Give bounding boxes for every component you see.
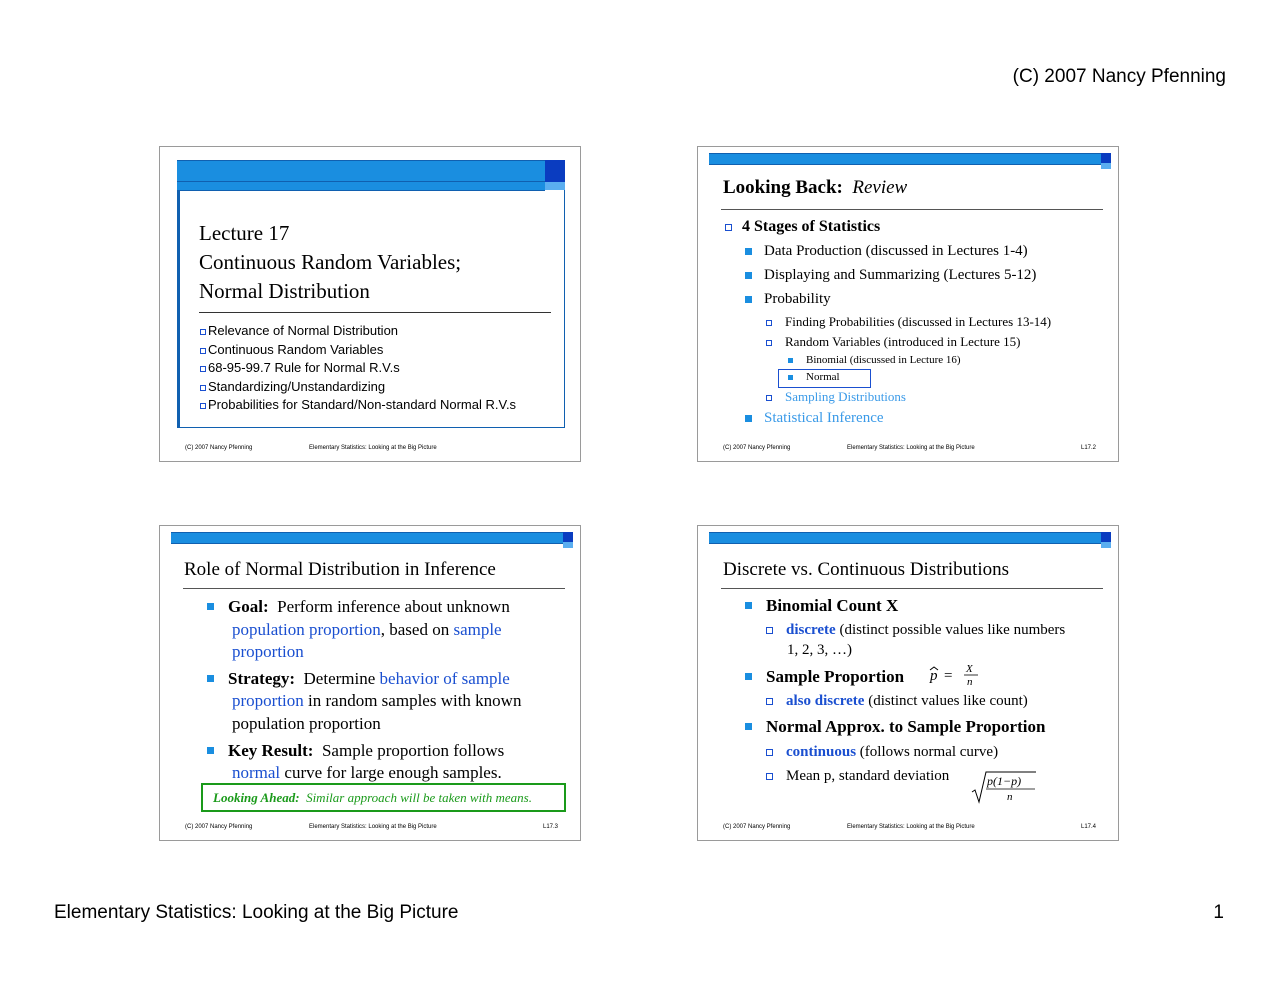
bullet-data-production: Data Production (discussed in Lectures 1-4) <box>745 243 1028 260</box>
page-footer-title: Elementary Statistics: Looking at the Big Picture <box>54 902 459 923</box>
bullet-finding-probabilities: Finding Probabilities (discussed in Lectures 13-14) <box>766 314 1051 330</box>
slide-footer-center: Elementary Statistics: Looking at the Big Picture <box>847 445 975 451</box>
svg-text:=: = <box>944 668 953 684</box>
slide-footer-left: (C) 2007 Nancy Pfenning <box>185 445 253 451</box>
slide-4-title: Discrete vs. Continuous Distributions <box>723 559 1010 580</box>
slide-footer-center: Elementary Statistics: Looking at the Big Picture <box>847 824 975 830</box>
sub-discrete: discrete (distinct possible values like numbers <box>766 622 1065 639</box>
bullet-normal-approx: Normal Approx. to Sample Proportion <box>745 717 1045 737</box>
svg-text:n: n <box>1007 791 1013 803</box>
sub-mean-sd: Mean p, standard deviation <box>766 768 949 785</box>
looking-ahead-box: Looking Ahead: Similar approach will be taken with means. <box>201 783 566 812</box>
sd-formula <box>970 768 1040 808</box>
bullet-displaying: Displaying and Summarizing (Lectures 5-12) <box>745 267 1036 284</box>
slide-1-topic-list: Relevance of Normal Distribution Continuous Random Variables 68-95-99.7 Rule for Normal R.V.s Standardizing/Unstandardizing Probabilities for Standard/Non-standard Normal R.V.s <box>200 322 516 415</box>
sub-continuous: continuous (follows normal curve) <box>766 744 998 761</box>
slide-2[interactable] <box>697 146 1119 462</box>
slide-footer-left: (C) 2007 Nancy Pfenning <box>723 824 791 830</box>
page-number: 1 <box>1213 902 1224 923</box>
slide-number: L17.3 <box>542 824 558 830</box>
slide-2-title: Looking Back: Review <box>723 177 908 198</box>
slide-1-title: Lecture 17 Continuous Random Variables; Normal Distribution <box>199 221 462 303</box>
slide-number: L17.4 <box>1080 824 1096 830</box>
svg-text:p: p <box>930 668 938 684</box>
bullet-binomial-count: Binomial Count X <box>745 596 898 616</box>
slide-3-title: Role of Normal Distribution in Inference <box>184 559 496 580</box>
sub-also-discrete: also discrete (distinct values like count) <box>766 693 1028 710</box>
svg-text:n: n <box>967 676 973 688</box>
svg-text:X: X <box>966 663 973 675</box>
slide-footer-center: Elementary Statistics: Looking at the Big Picture <box>309 824 437 830</box>
slide-footer-center: Elementary Statistics: Looking at the Big Picture <box>309 445 437 451</box>
slide-2-stages-heading: 4 Stages of Statistics <box>725 218 880 236</box>
bullet-binomial: Binomial (discussed in Lecture 16) <box>788 354 961 366</box>
slide-footer-left: (C) 2007 Nancy Pfenning <box>723 445 791 451</box>
svg-text:p(1−p): p(1−p) <box>987 774 1022 788</box>
slide-1[interactable] <box>159 146 581 462</box>
bullet-probability: Probability <box>745 291 831 308</box>
phat-formula <box>928 662 984 688</box>
bullet-sample-proportion: Sample Proportion <box>745 667 904 687</box>
page-header: (C) 2007 Nancy Pfenning <box>1012 66 1226 87</box>
slide-3[interactable] <box>159 525 581 841</box>
slide-footer-left: (C) 2007 Nancy Pfenning <box>185 824 253 830</box>
sub-discrete-cont: 1, 2, 3, …) <box>787 642 852 658</box>
slide-3-body: Goal: Perform inference about unknown population proportion, based on sample proportion Strategy: Determine behavior of sample proportion in random samples with known population proportion Key Result: Sample proportion follows normal curve for large enough samples. <box>207 596 567 785</box>
slide-4[interactable] <box>697 525 1119 841</box>
bullet-statistical-inference: Statistical Inference <box>745 410 884 427</box>
bullet-normal: Normal <box>788 371 840 383</box>
bullet-random-variables: Random Variables (introduced in Lecture 15) <box>766 334 1021 350</box>
bullet-sampling-distributions: Sampling Distributions <box>766 389 906 405</box>
slide-number: L17.2 <box>1080 445 1096 451</box>
